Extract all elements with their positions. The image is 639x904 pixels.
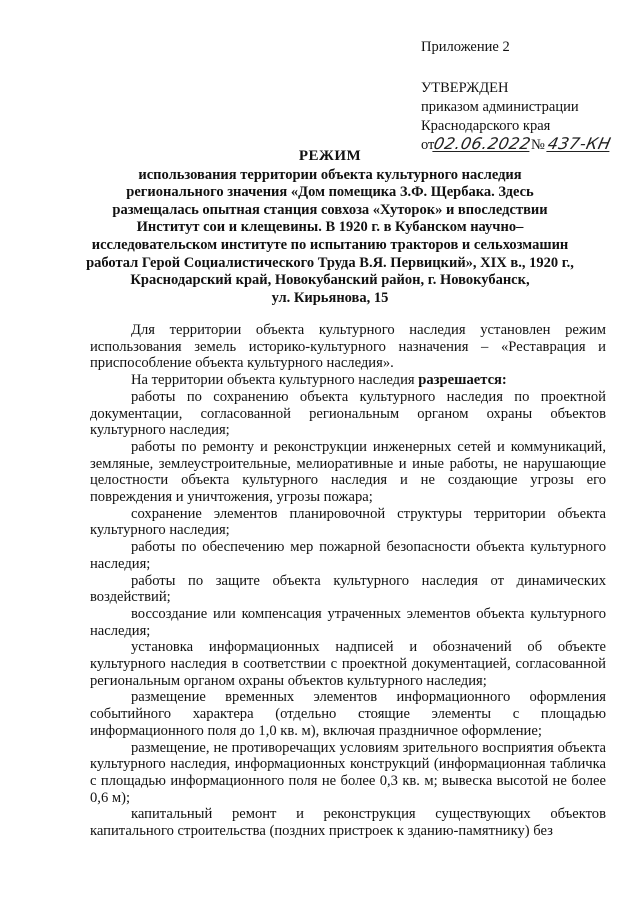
document-body — [90, 322, 606, 840]
title-line: ул. Кирьянова, 15 — [271, 289, 389, 306]
intro-paragraph: Для территории объекта культурного наследия установлен режим использования земель историко-культурного назначения – «Реставрация и приспособление объекта культурного наследия». — [90, 322, 606, 372]
title-line: регионального значения «Дом помещика З.Ф. Щербака. Здесь — [126, 184, 534, 201]
title-main: РЕЖИМ — [298, 148, 362, 164]
allowed-bold: разрешается: — [418, 372, 507, 389]
list-item: установка информационных надписей и обозначений об объекте культурного наследия в соответствии с проектной документацией, согласованной региональным органом охраны объектов культурного наследия; — [90, 639, 606, 689]
list-item: работы по ремонту и реконструкции инженерных сетей и коммуникаций, земляные, землеустроительные, мелиоративные и иные работы, не нарушающие целостности объекта культурного наследия и не создающие угрозы его повреждения и уничтожения, угрозы пожара; — [90, 438, 606, 506]
order-line-1: приказом администрации — [421, 99, 579, 115]
document-title — [80, 148, 580, 307]
allowed-heading — [90, 372, 606, 389]
handwritten-date: 02.06.2022 — [432, 134, 534, 153]
list-item: работы по защите объекта культурного наследия от динамических воздействий; — [90, 572, 606, 606]
approval-header — [421, 38, 621, 155]
list-item: капитальный ремонт и реконструкция существующих объектов капитального строительства (поздних пристроек к зданию-памятнику) без — [90, 806, 606, 840]
list-item: воссоздание или компенсация утраченных элементов объекта культурного наследия; — [90, 605, 606, 639]
list-item: работы по обеспечению мер пожарной безопасности объекта культурного наследия; — [90, 539, 606, 572]
list-item: размещение, не противоречащих условиям зрительного восприятия объекта культурного наследия, информационных конструкций (информационная табличка с площадью информационного поля не более 0,3 кв. м; вывеска высотой не более 0,6 м); — [90, 739, 606, 806]
order-line-2: Краснодарского края — [421, 118, 551, 134]
allowed-prefix: На территории объекта культурного наследия — [131, 372, 419, 389]
list-item: сохранение элементов планировочной структуры территории объекта культурного наследия; — [90, 505, 606, 539]
title-line: использования территории объекта культурного наследия — [138, 166, 522, 183]
list-item: размещение временных элементов информационного оформления событийного характера (отдельно стоящие элементы с площадью информационного поля до 1,0 кв. м), включая праздничное оформление; — [90, 689, 606, 739]
number-prefix: № — [531, 137, 545, 153]
title-line: Краснодарский край, Новокубанский район, г. Новокубанск, — [130, 272, 530, 289]
title-line: размещалась опытная станция совхоза «Хуторок» и впоследствии — [112, 201, 548, 218]
date-prefix: от — [421, 137, 435, 153]
title-line: Институт сои и клещевины. В 1920 г. в Кубанском научно– — [136, 219, 524, 236]
annex-label: Приложение 2 — [421, 39, 510, 55]
title-line: исследовательском институте по испытанию тракторов и сельхозмашин — [91, 236, 569, 253]
approved-label: УТВЕРЖДЕН — [421, 80, 509, 96]
list-item: работы по сохранению объекта культурного наследия по проектной документации, согласованной региональным органом охраны объектов культурного наследия; — [90, 388, 606, 439]
title-line: работал Герой Социалистического Труда В.Я. Первицкий», XIX в., 1920 г., — [86, 254, 574, 271]
handwritten-number: 437-КН — [546, 134, 614, 153]
